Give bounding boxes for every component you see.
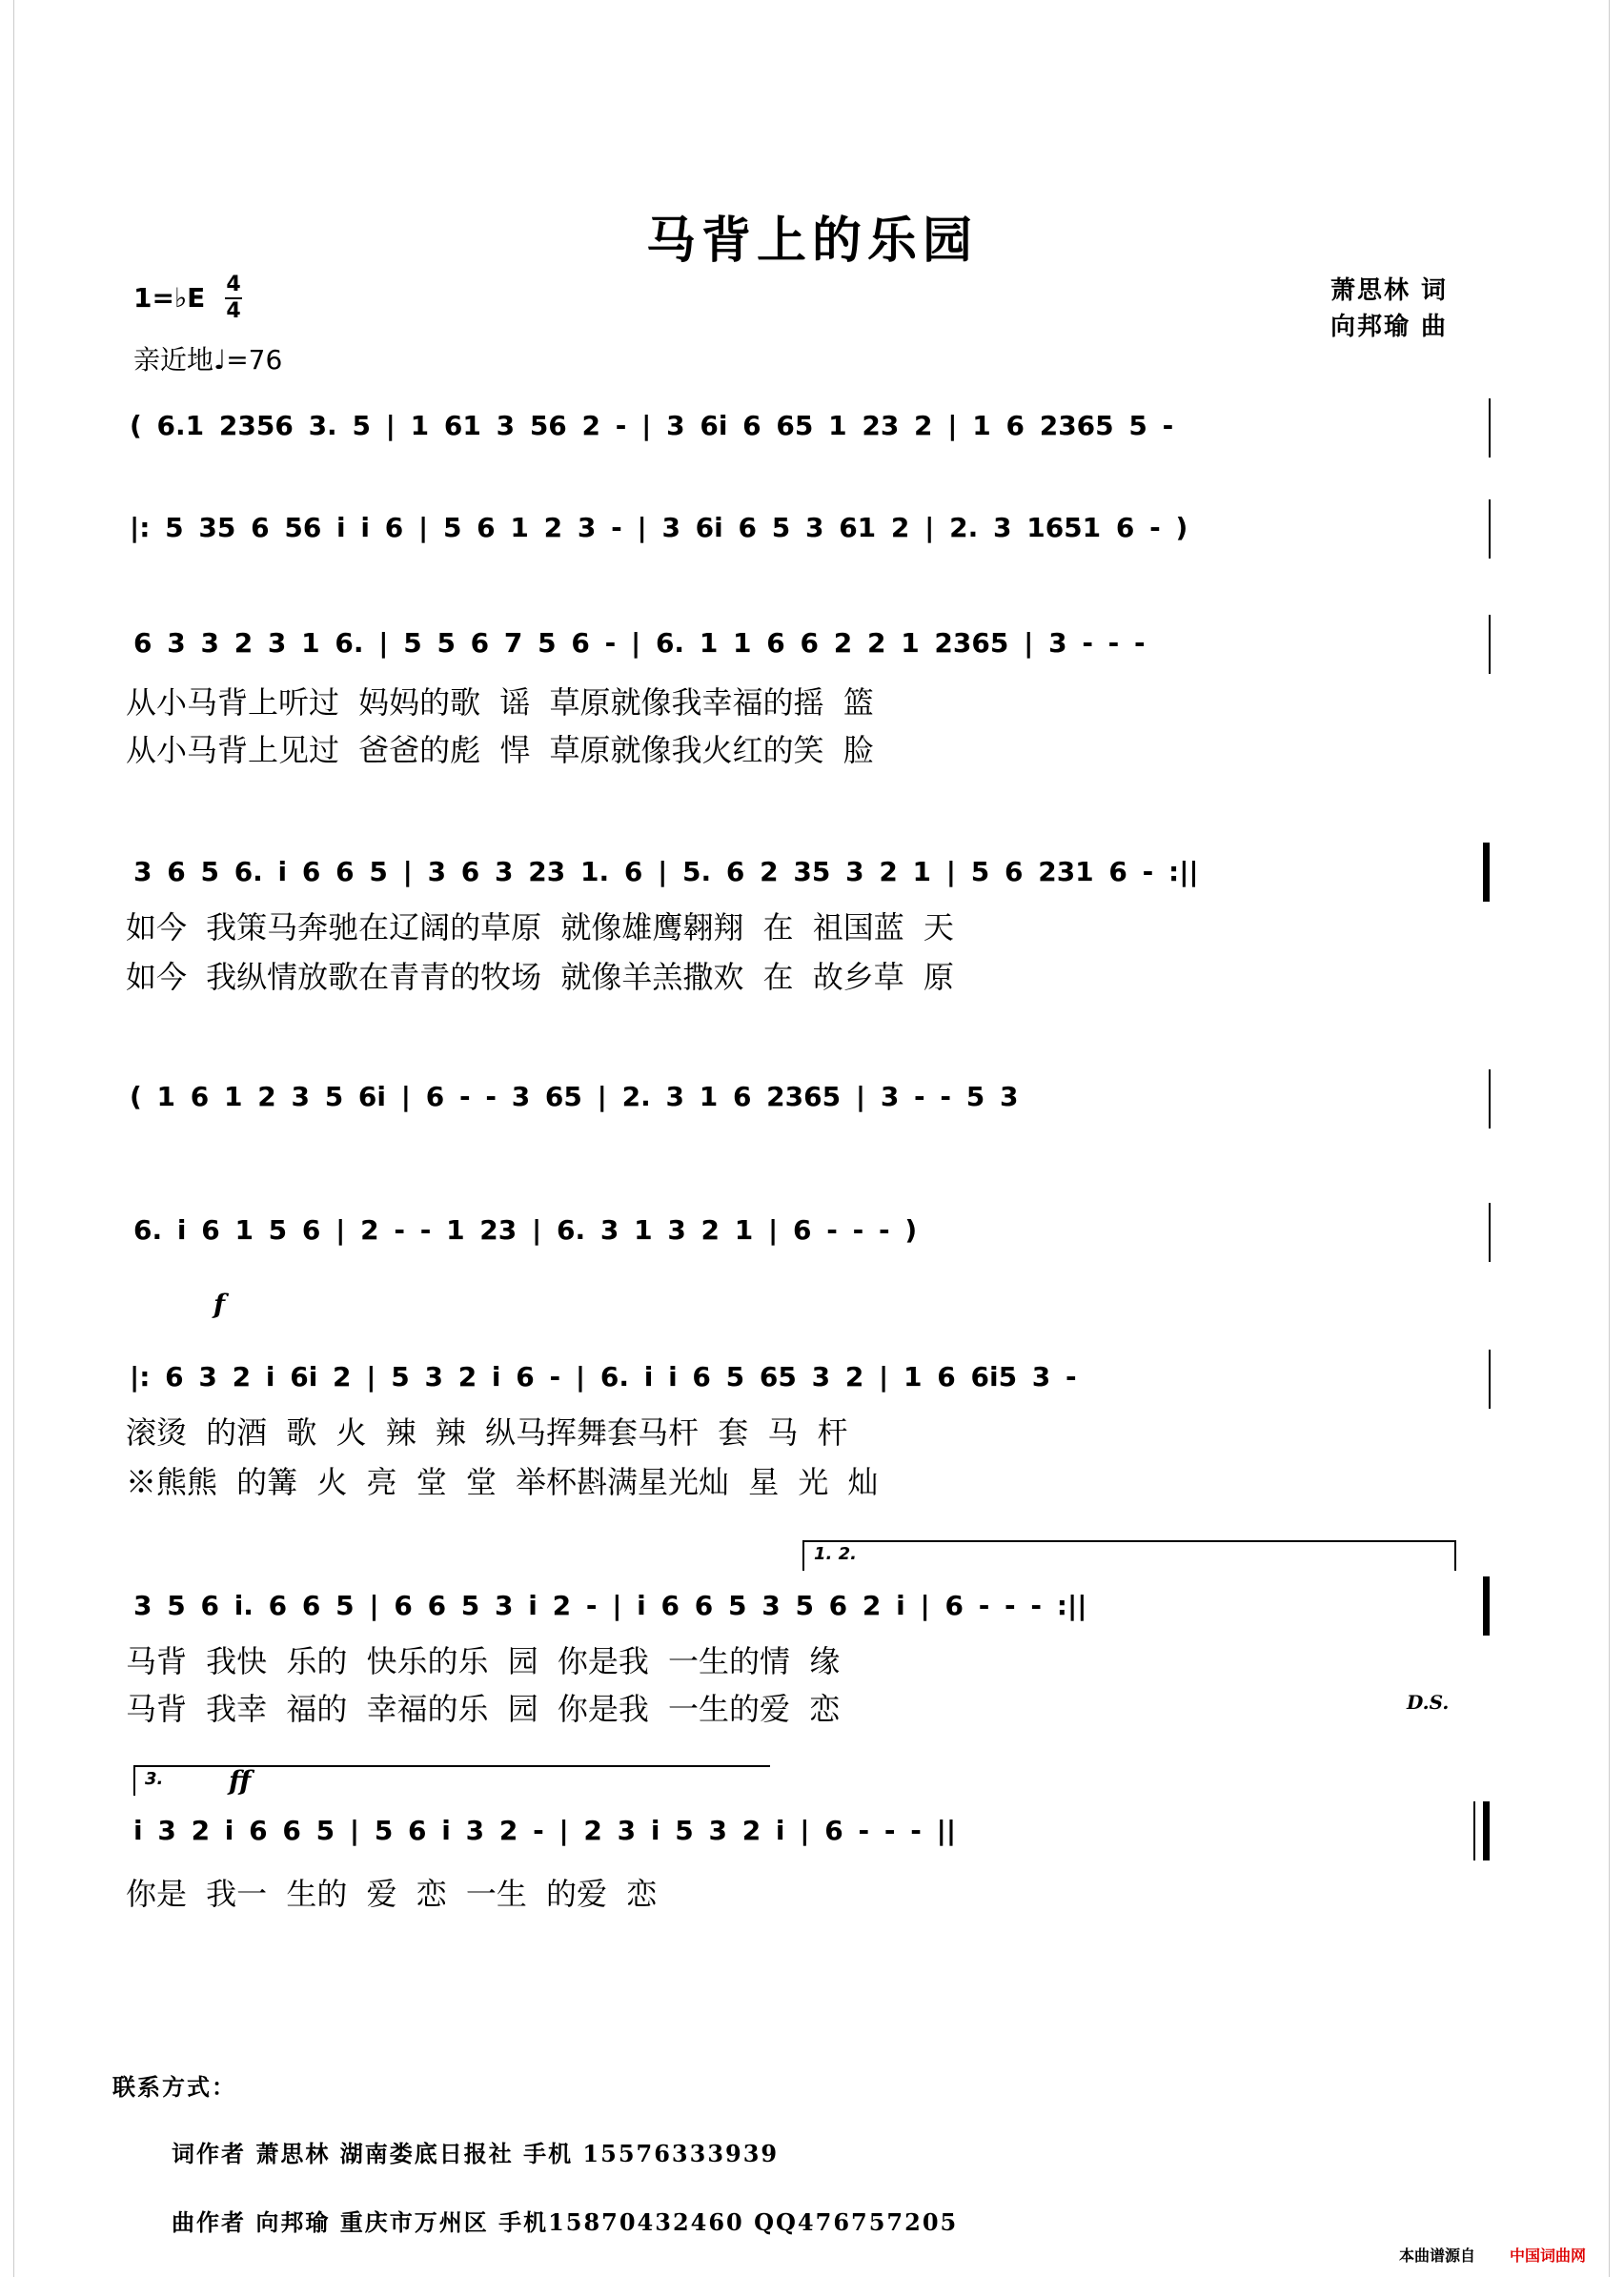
repeat-barline [1483,843,1490,902]
volta-label-1-2: 1. 2. [814,1544,857,1564]
lyric-row-4-verse-2: 如今 我纵情放歌在青青的牧场 就像羊羔撒欢 在 故乡草 原 [126,959,954,995]
left-edge-watermark-strip [0,0,14,2277]
notation-row-8: 3 5 6 i. 6 6 5 | 6 6 5 3 i 2 - | i 6 6 5 3 5 6 2 i | 6 - - - :|| [133,1590,1087,1621]
contact-lyricist: 词作者 萧思林 湖南娄底日报社 手机 15576333939 [172,2140,780,2167]
final-barline-thin [1473,1801,1475,1860]
notation-row-7: |: 6 3 2 i 6i 2 | 5 3 2 i 6 - | 6. i i 6 5 65 3 2 | 1 6 6i5 3 - [130,1361,1077,1393]
notation-row-6: 6. i 6 1 5 6 | 2 - - 1 23 | 6. 3 1 3 2 1 | 6 - - - ) [133,1214,918,1246]
lyric-row-7-verse-1: 滚烫 的酒 歌 火 辣 辣 纵马挥舞套马杆 套 马 杆 [126,1414,848,1451]
barline [1489,615,1491,674]
tempo-marking: 亲近地♩=76 [133,344,283,376]
dynamic-fortissimo: ff [229,1765,252,1797]
volta-label-3: 3. [145,1769,164,1789]
notation-row-1: ( 6.1 2356 3. 5 | 1 61 3 56 2 - | 3 6i 6 65 1 23 2 | 1 6 2365 5 - [130,410,1174,441]
dynamic-forte: f [213,1289,226,1320]
notation-row-5: ( 1 6 1 2 3 5 6i | 6 - - 3 65 | 2. 3 1 6 2365 | 3 - - 5 3 [130,1081,1019,1112]
footer-source-text: 本曲谱源自 [1399,2247,1476,2265]
notation-row-2: |: 5 35 6 56 i i 6 | 5 6 1 2 3 - | 3 6i 6 5 3 61 2 | 2. 3 1651 6 - ) [130,512,1188,543]
barline [1489,1350,1491,1409]
footer-site-link[interactable]: 中国词曲网 [1510,2247,1587,2265]
lyric-row-9: 你是 我一 生的 爱 恋 一生 的爱 恋 [126,1876,658,1912]
song-title: 马背上的乐园 [645,212,978,270]
final-barline-thick [1483,1801,1490,1860]
lyric-row-7-verse-2: ※熊熊 的篝 火 亮 堂 堂 举杯斟满星光灿 星 光 灿 [126,1464,879,1500]
lyric-row-3-verse-2: 从小马背上见过 爸爸的彪 悍 草原就像我火红的笑 脸 [126,732,874,768]
repeat-barline [1483,1576,1490,1636]
barline [1489,1069,1491,1128]
barline [1489,1203,1491,1262]
lyric-row-4-verse-1: 如今 我策马奔驰在辽阔的草原 就像雄鹰翱翔 在 祖国蓝 天 [126,909,954,945]
notation-row-9: i 3 2 i 6 6 5 | 5 6 i 3 2 - | 2 3 i 5 3 2 i | 6 - - - || [133,1815,957,1846]
contact-label: 联系方式： [112,2073,236,2101]
notation-row-3: 6 3 3 2 3 1 6. | 5 5 6 7 5 6 - | 6. 1 1 6 6 2 2 1 2365 | 3 - - - [133,627,1146,659]
lyricist-credit: 萧思林 词 [1330,276,1449,305]
notation-row-4: 3 6 5 6. i 6 6 5 | 3 6 3 23 1. 6 | 5. 6 2 35 3 2 1 | 5 6 231 6 - :|| [133,856,1199,887]
right-edge-watermark-strip [1609,0,1623,2277]
lyric-row-8-verse-2: 马背 我幸 福的 幸福的乐 园 你是我 一生的爱 恋 [126,1691,841,1727]
time-signature-bottom: 4 [226,299,241,323]
lyric-row-8-verse-1: 马背 我快 乐的 快乐的乐 园 你是我 一生的情 缘 [126,1643,841,1679]
composer-credit: 向邦瑜 曲 [1330,313,1449,341]
lyric-row-3-verse-1: 从小马背上听过 妈妈的歌 谣 草原就像我幸福的摇 篮 [126,684,874,721]
barline [1489,398,1491,457]
contact-composer: 曲作者 向邦瑜 重庆市万州区 手机15870432460 QQ476757205 [172,2208,959,2236]
time-signature-top: 4 [226,273,241,296]
time-signature [225,273,242,324]
dal-segno-marking: D.S. [1407,1691,1450,1714]
barline [1489,499,1491,559]
key-signature: 1=♭E [133,282,206,314]
volta-first-second-endings [802,1540,1456,1571]
